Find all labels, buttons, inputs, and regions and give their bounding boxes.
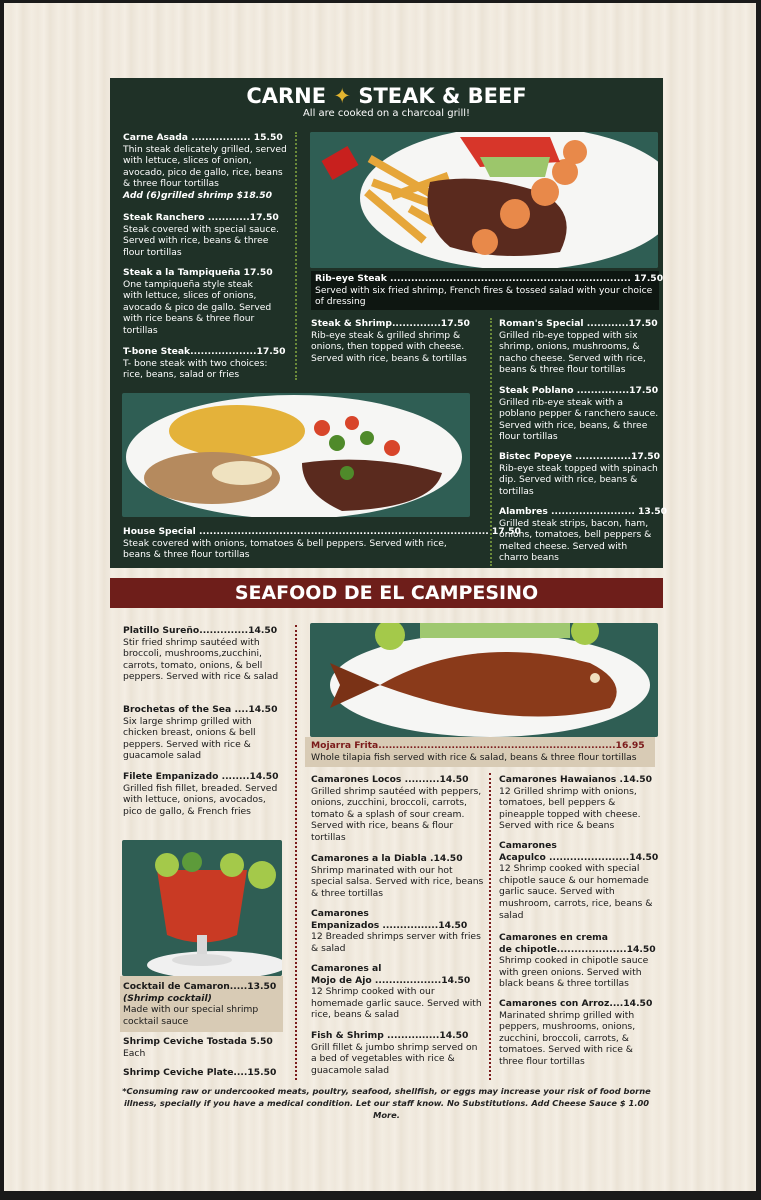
item-description: Steak covered with onions, tomatoes & bell peppers. Served with rice, beans & three flour tortillas xyxy=(123,537,447,561)
menu-item xyxy=(311,774,486,844)
food-safety-note: *Consuming raw or undercooked meats, poultry, seafood, shellfish, or eggs may increase your risk of food borne illness, specially if you have a medical condition. Let our staff know. No Substitutions. Add Cheese Sauce $ 1.00 More. xyxy=(122,1086,651,1120)
item-description: Whole tilapia fish served with rice & salad, beans & three flour tortillas xyxy=(311,751,637,763)
house-special-photo xyxy=(122,393,470,517)
house-special-plate-image xyxy=(122,393,470,517)
mojarra-frita-photo xyxy=(310,623,658,737)
menu-item xyxy=(123,981,283,1027)
shrimp-cocktail-photo xyxy=(122,840,282,976)
menu-item xyxy=(499,385,659,443)
item-addon: Add (6)grilled shrimp $18.50 xyxy=(123,189,273,201)
menu-item xyxy=(123,704,283,762)
item-description: Grilled rib-eye topped with six shrimp, onions, mushrooms, & nacho cheese. Served with rice, beans & three flour tortillas xyxy=(499,329,646,376)
item-name: Camarones Locos ..........14.50 xyxy=(311,774,469,785)
menu-item xyxy=(311,908,486,954)
item-name: Carne Asada ................. 15.50 xyxy=(123,132,283,143)
item-description: Grill fillet & jumbo shrimp served on a bed of vegetables with rice & guacamole salad xyxy=(311,1041,478,1076)
item-name: Mojo de Ajo ...................14.50 xyxy=(311,974,471,986)
item-description: Shrimp marinated with our hot special salsa. Served with rice, beans & three tortillas xyxy=(311,864,484,899)
item-description: Each xyxy=(123,1047,146,1059)
menu-item xyxy=(499,506,668,564)
item-name: Camarones Hawaianos .14.50 xyxy=(499,774,652,785)
item-name: T-bone Steak...................17.50 xyxy=(123,346,286,357)
item-description: Rib-eye steak topped with spinach dip. Served with rice, beans & tortillas xyxy=(499,462,658,497)
column-divider xyxy=(489,773,491,1080)
star-icon: ✦ xyxy=(333,84,352,108)
menu-item xyxy=(123,267,273,337)
menu-item xyxy=(123,771,283,817)
item-name-line1: Camarones xyxy=(311,908,369,919)
menu-item xyxy=(123,1036,283,1059)
item-description: One tampiqueña style steak with lettuce, slices of onions, avocado & pico de gallo. Served with rice beans & three flour tortillas xyxy=(123,278,272,336)
item-description: Steak covered with special sauce. Served with rice, beans & three flour tortillas xyxy=(123,223,279,258)
menu-item xyxy=(123,625,283,683)
item-name: Alambres ........................ 13.50 xyxy=(499,506,668,517)
item-description: Grilled steak strips, bacon, ham, onions, tomatoes, bell peppers & melted cheese. Served with charro beans xyxy=(499,517,652,564)
menu-item xyxy=(123,1067,283,1079)
item-name: Roman's Special ............17.50 xyxy=(499,318,658,329)
item-description: 12 Shrimp cooked with special chipotle sauce & our homemade garlic sauce. Served with mushroom, carrots, rice, beans & salad xyxy=(499,863,653,921)
item-name: Cocktail de Camaron.....13.50 xyxy=(123,981,277,992)
item-name: Shrimp Ceviche Plate....15.50 xyxy=(123,1067,277,1078)
item-name: Mojarra Frita....................................................................16.95 xyxy=(311,740,645,751)
item-name: Bistec Popeye ................17.50 xyxy=(499,451,661,462)
shrimp-cocktail-image xyxy=(122,840,282,976)
item-name: Brochetas of the Sea ....14.50 xyxy=(123,704,278,715)
rib-eye-steak-photo xyxy=(310,132,658,268)
menu-item xyxy=(311,271,664,310)
fried-fish-image xyxy=(310,623,658,737)
item-name: Rib-eye Steak ..................................................................... 17.50 xyxy=(315,273,664,284)
item-name: Camarones a la Diabla .14.50 xyxy=(311,853,463,864)
menu-item xyxy=(499,318,659,376)
item-name: Steak a la Tampiqueña 17.50 xyxy=(123,267,273,278)
item-description: Six large shrimp grilled with chicken breast, onions & bell peppers. Served with rice & guacamole salad xyxy=(123,715,256,762)
menu-item xyxy=(499,774,659,832)
menu-item xyxy=(499,840,659,921)
item-name: de chipotle....................14.50 xyxy=(499,943,656,955)
item-subtitle: (Shrimp cocktail) xyxy=(123,992,212,1004)
item-description: Shrimp cooked in chipotle sauce with green onions. Served with black beans & three tortillas xyxy=(499,955,649,990)
item-description: 12 Breaded shrimps server with fries & salad xyxy=(311,931,481,954)
item-description: Made with our special shrimp cocktail sauce xyxy=(123,1004,259,1027)
menu-item xyxy=(311,963,486,1021)
menu-item xyxy=(311,740,656,763)
item-description: 12 Shrimp cooked with our homemade garlic sauce. Served with rice, beans & salad xyxy=(311,986,482,1021)
carne-section-title: CARNE ✦ STEAK & BEEF xyxy=(246,84,527,108)
item-description: T- bone steak with two choices: rice, beans, salad or fries xyxy=(123,357,268,381)
item-description: Stir fried shrimp sautéed with broccoli, mushrooms,zucchini, carrots, tomato, onions, & bell peppers. Served with rice & salad xyxy=(123,636,279,683)
item-name: Fish & Shrimp ...............14.50 xyxy=(311,1030,469,1041)
item-name: Platillo Sureño..............14.50 xyxy=(123,625,278,636)
item-name: Acapulco .......................14.50 xyxy=(499,851,659,863)
menu-item xyxy=(311,853,486,899)
item-description: Thin steak delicately grilled, served with lettuce, slices of onion, avocado, pico de gallo, rice, beans & three flour tortillas xyxy=(123,143,287,190)
item-description: Grilled rib-eye steak with a poblano pepper & ranchero sauce. Served with rice, beans, & three flour tortillas xyxy=(499,396,659,443)
menu-item xyxy=(499,451,659,497)
item-description: Grilled shrimp sautéed with peppers, onions, zucchini, broccoli, carrots, tomato & a splash of sour cream. Served with rice, beans & flour tortillas xyxy=(311,785,482,843)
menu-item xyxy=(123,526,521,561)
menu-item xyxy=(123,346,288,381)
item-name-line1: Camarones al xyxy=(311,963,382,974)
item-name-line1: Camarones en crema xyxy=(499,932,608,943)
carne-subtitle: All are cooked on a charcoal grill! xyxy=(302,108,471,119)
item-description: Grilled fish fillet, breaded. Served with lettuce, onions, avocados, pico de gallo, & French fries xyxy=(123,782,278,817)
column-divider xyxy=(295,625,297,1080)
menu-item xyxy=(499,998,659,1068)
menu-item xyxy=(499,932,659,990)
column-divider xyxy=(295,132,297,380)
menu-item xyxy=(123,132,288,202)
seafood-section-title: SEAFOOD DE EL CAMPESINO xyxy=(234,582,539,604)
item-description: Rib-eye steak & grilled shrimp & onions, then topped with cheese. Served with rice, beans & tortillas xyxy=(311,329,467,364)
item-name: Camarones con Arroz....14.50 xyxy=(499,998,653,1009)
menu-item xyxy=(311,1030,486,1076)
item-name: Steak & Shrimp..............17.50 xyxy=(311,318,470,329)
item-name: Empanizados ................14.50 xyxy=(311,919,468,931)
item-name-line1: Camarones xyxy=(499,840,557,851)
item-name: Steak Poblano ...............17.50 xyxy=(499,385,659,396)
item-description: Marinated shrimp grilled with peppers, mushrooms, onions, zucchini, broccoli, carrots, & tomatoes. Served with rice & three flour tortillas xyxy=(499,1009,636,1067)
item-name: Filete Empanizado ........14.50 xyxy=(123,771,279,782)
item-name: Shrimp Ceviche Tostada 5.50 xyxy=(123,1036,273,1047)
item-name: House Special ................................................................................... 17.50 xyxy=(123,526,521,537)
item-description: 12 Grilled shrimp with onions, tomatoes, bell peppers & pineapple topped with cheese. Served with rice & beans xyxy=(499,785,641,832)
menu-item xyxy=(123,212,283,258)
item-description: Served with six fried shrimp, French fires & tossed salad with your choice of dressing xyxy=(315,284,653,308)
menu-item xyxy=(311,318,486,364)
rib-eye-plate-image xyxy=(310,132,658,268)
item-name: Steak Ranchero ............17.50 xyxy=(123,212,279,223)
